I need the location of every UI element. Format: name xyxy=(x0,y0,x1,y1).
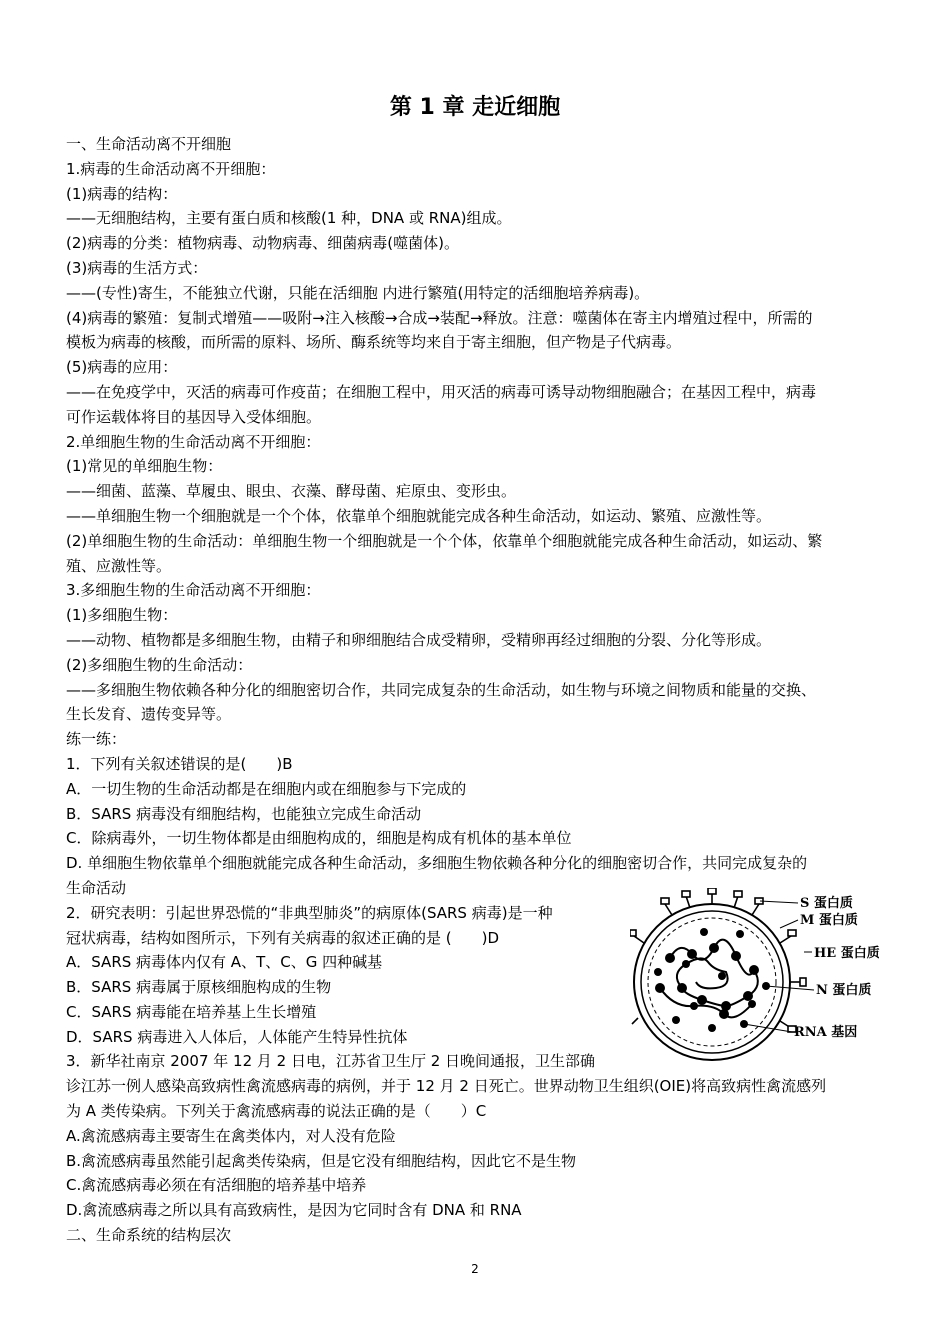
answer-option: D.禽流感病毒之所以具有高致病性，是因为它同时含有 DNA 和 RNA xyxy=(66,1201,522,1220)
answer-option: A.禽流感病毒主要寄生在禽类体内，对人没有危险 xyxy=(66,1126,396,1145)
text-line: ——动物、植物都是多细胞生物，由精子和卵细胞结合成受精卵，受精卵再经过细胞的分裂、分化等形成。 xyxy=(66,630,772,649)
answer-option: A．一切生物的生命活动都是在细胞内或在细胞参与下完成的 xyxy=(66,779,467,798)
text-line: ——无细胞结构，主要有蛋白质和核酸(1 种，DNA 或 RNA)组成。 xyxy=(66,209,512,228)
text-line: 殖、应激性等。 xyxy=(66,556,172,575)
text-line: 练一练： xyxy=(66,730,127,749)
answer-option: D．SARS 病毒进入人体后，人体能产生特异性抗体 xyxy=(66,1027,408,1046)
question-stem: 冠状病毒，结构如图所示，下列有关病毒的叙述正确的是 ( )D xyxy=(66,928,500,947)
section-heading: 二、生命系统的结构层次 xyxy=(66,1226,232,1245)
text-line: (2)单细胞生物的生命活动：单细胞生物一个细胞就是一个个体，依靠单个细胞就能完成各种生命活动，如运动、繁 xyxy=(66,531,823,550)
text-line: 2.单细胞生物的生命活动离不开细胞： xyxy=(66,432,321,451)
rna-gene-label: RNA 基因 xyxy=(794,1025,858,1040)
text-line: (2)多细胞生物的生命活动： xyxy=(66,655,253,674)
answer-option: B．SARS 病毒属于原核细胞构成的生物 xyxy=(66,978,332,997)
text-line: 模板为病毒的核酸，而所需的原料、场所、酶系统等均来自于寄主细胞，但产物是子代病毒。 xyxy=(66,333,682,352)
answer-option: C．SARS 病毒能在培养基上生长增殖 xyxy=(66,1002,317,1021)
text-line: (5)病毒的应用： xyxy=(66,358,178,377)
m-protein-label: M 蛋白质 xyxy=(800,913,858,928)
answer-option: C.禽流感病毒必须在有活细胞的培养基中培养 xyxy=(66,1176,367,1195)
text-line: (3)病毒的生活方式： xyxy=(66,258,208,277)
text-line: (1)多细胞生物： xyxy=(66,606,178,625)
answer-option: B．SARS 病毒没有细胞结构，也能独立完成生命活动 xyxy=(66,804,422,823)
text-line: ——单细胞生物一个细胞就是一个个体，依靠单个细胞就能完成各种生命活动，如运动、繁殖、应激性等。 xyxy=(66,506,772,525)
answer-option: B.禽流感病毒虽然能引起禽类传染病，但是它没有细胞结构，因此它不是生物 xyxy=(66,1151,577,1170)
sars-virus-diagram xyxy=(630,888,900,1066)
question-stem: 1．下列有关叙述错误的是( )B xyxy=(66,754,293,773)
n-protein-label: N 蛋白质 xyxy=(816,983,872,998)
page-number: 2 xyxy=(471,1262,479,1276)
text-line: 3.多细胞生物的生命活动离不开细胞： xyxy=(66,581,321,600)
chapter-title: 第 1 章 走近细胞 xyxy=(389,95,561,120)
text-line: 生长发育、遗传变异等。 xyxy=(66,705,232,724)
text-line: 生命活动 xyxy=(66,878,127,897)
text-line: (1)常见的单细胞生物： xyxy=(66,457,223,476)
text-line: ——在免疫学中，灭活的病毒可作疫苗；在细胞工程中，用灭活的病毒可诱导动物细胞融合；在基因工程中，病毒 xyxy=(66,382,817,401)
text-line: 可作运载体将目的基因导入受体细胞。 xyxy=(66,407,322,426)
he-protein-label: HE 蛋白质 xyxy=(814,946,880,961)
text-line: (1)病毒的结构： xyxy=(66,184,178,203)
text-line: (4)病毒的繁殖：复制式增殖——吸附→注入核酸→合成→装配→释放。注意：噬菌体在寄主内增殖过程中，所需的 xyxy=(66,308,813,327)
text-line: 1.病毒的生命活动离不开细胞： xyxy=(66,159,276,178)
question-stem: 3．新华社南京 2007 年 12 月 2 日电，江苏省卫生厅 2 日晚间通报，卫生部确 xyxy=(66,1052,596,1071)
s-protein-label: S 蛋白质 xyxy=(800,896,853,911)
document-body xyxy=(66,132,890,1248)
question-stem: 2．研究表明：引起世界恐慌的“非典型肺炎”的病原体(SARS 病毒)是一种 xyxy=(66,903,553,922)
answer-option: D. 单细胞生物依靠单个细胞就能完成各种生命活动，多细胞生物依赖各种分化的细胞密切合作，共同完成复杂的 xyxy=(66,854,808,873)
question-stem: 为 A 类传染病。下列关于禽流感病毒的说法正确的是（ ）C xyxy=(66,1102,487,1121)
answer-option: C．除病毒外，一切生物体都是由细胞构成的，细胞是构成有机体的基本单位 xyxy=(66,829,572,848)
text-line: 一、生命活动离不开细胞 xyxy=(66,135,232,153)
text-line: ——细菌、蓝藻、草履虫、眼虫、衣藻、酵母菌、疟原虫、变形虫。 xyxy=(66,482,517,501)
answer-option: A．SARS 病毒体内仅有 A、T、C、G 四种碱基 xyxy=(66,953,383,972)
question-stem: 诊江苏一例人感染高致病性禽流感病毒的病例，并于 12 月 2 日死亡。世界动物卫生组织(OIE)将高致病性禽流感列 xyxy=(66,1077,827,1096)
text-line: (2)病毒的分类：植物病毒、动物病毒、细菌病毒(噬菌体)。 xyxy=(66,234,459,253)
text-line: ——多细胞生物依赖各种分化的细胞密切合作，共同完成复杂的生命活动，如生物与环境之间物质和能量的交换、 xyxy=(66,680,817,699)
text-line: ——(专性)寄生，不能独立代谢，只能在活细胞 内进行繁殖(用特定的活细胞培养病毒)。 xyxy=(66,283,650,302)
